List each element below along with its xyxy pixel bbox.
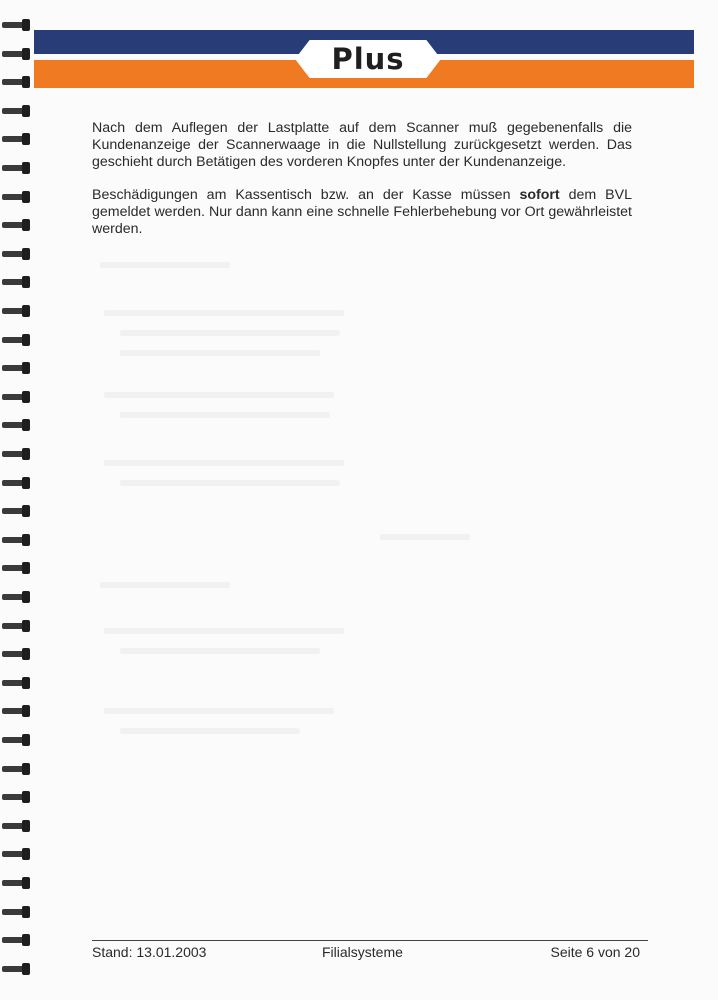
bleed-through-mark [120,480,340,486]
binding-ring [2,647,28,661]
bleed-through-mark [100,262,230,268]
page-footer [92,944,640,962]
bleed-through-mark [120,330,340,336]
binding-ring [2,132,28,146]
paragraph-damage-report [92,187,632,238]
binding-ring [2,190,28,204]
footer-title: Filialsysteme [322,944,403,960]
binding-ring [2,561,28,575]
bleed-through-mark [104,628,344,634]
binding-ring [2,790,28,804]
paragraph-scanner-reset: Nach dem Auflegen der Lastplatte auf dem Scanner muß gegebenenfalls die Kundenanzeige der Scannerwaage in die Nullstellung zurückgesetzt werden. Das geschieht durch Betätigen des vorderen Knopfes unter der Kundenanzeige. [92,120,632,170]
binding-ring [2,47,28,61]
binding-ring [2,75,28,89]
binding-ring [2,333,28,347]
binding-ring [2,876,28,890]
bleed-through-mark [120,350,320,356]
binding-ring [2,18,28,32]
bleed-through-mark [120,728,300,734]
binding-ring [2,819,28,833]
bleed-through-mark [104,460,344,466]
binding-ring [2,619,28,633]
binding-ring [2,447,28,461]
binding-ring [2,390,28,404]
footer-date: Stand: 13.01.2003 [92,944,207,960]
plus-logo [295,40,441,78]
binding-ring [2,504,28,518]
binding-ring [2,218,28,232]
bleed-through-mark [120,412,330,418]
bleed-through-mark [380,534,470,540]
emphasis-sofort: sofort [519,187,560,203]
binding-ring [2,304,28,318]
binding-ring [2,905,28,919]
binding-ring [2,161,28,175]
binding-ring [2,590,28,604]
footer-page-number: Seite 6 von 20 [550,944,640,960]
paragraph-text-before: Beschädigungen am Kassentisch bzw. an der Kasse müssen [92,187,520,203]
main-content [92,120,632,238]
binding-ring [2,733,28,747]
binding-ring [2,762,28,776]
bleed-through-mark [104,708,334,714]
bleed-through-mark [100,582,230,588]
binding-ring [2,275,28,289]
bleed-through-mark [120,648,320,654]
bleed-through-mark [104,392,334,398]
binding-ring [2,962,28,976]
binding-ring [2,418,28,432]
binding-ring [2,476,28,490]
binding-ring [2,361,28,375]
binding-ring [2,704,28,718]
paragraph-text-after: dem BVL gemeldet werden. Nur dann kann eine schnelle Fehlerbehebung vor Ort gewährleistet werden. [92,187,632,237]
spiral-binding [0,18,34,998]
binding-ring [2,104,28,118]
footer-divider [92,940,648,941]
logo-text: Plus [331,42,405,76]
binding-ring [2,676,28,690]
binding-ring [2,847,28,861]
binding-ring [2,533,28,547]
bleed-through-mark [104,310,344,316]
binding-ring [2,247,28,261]
binding-ring [2,933,28,947]
